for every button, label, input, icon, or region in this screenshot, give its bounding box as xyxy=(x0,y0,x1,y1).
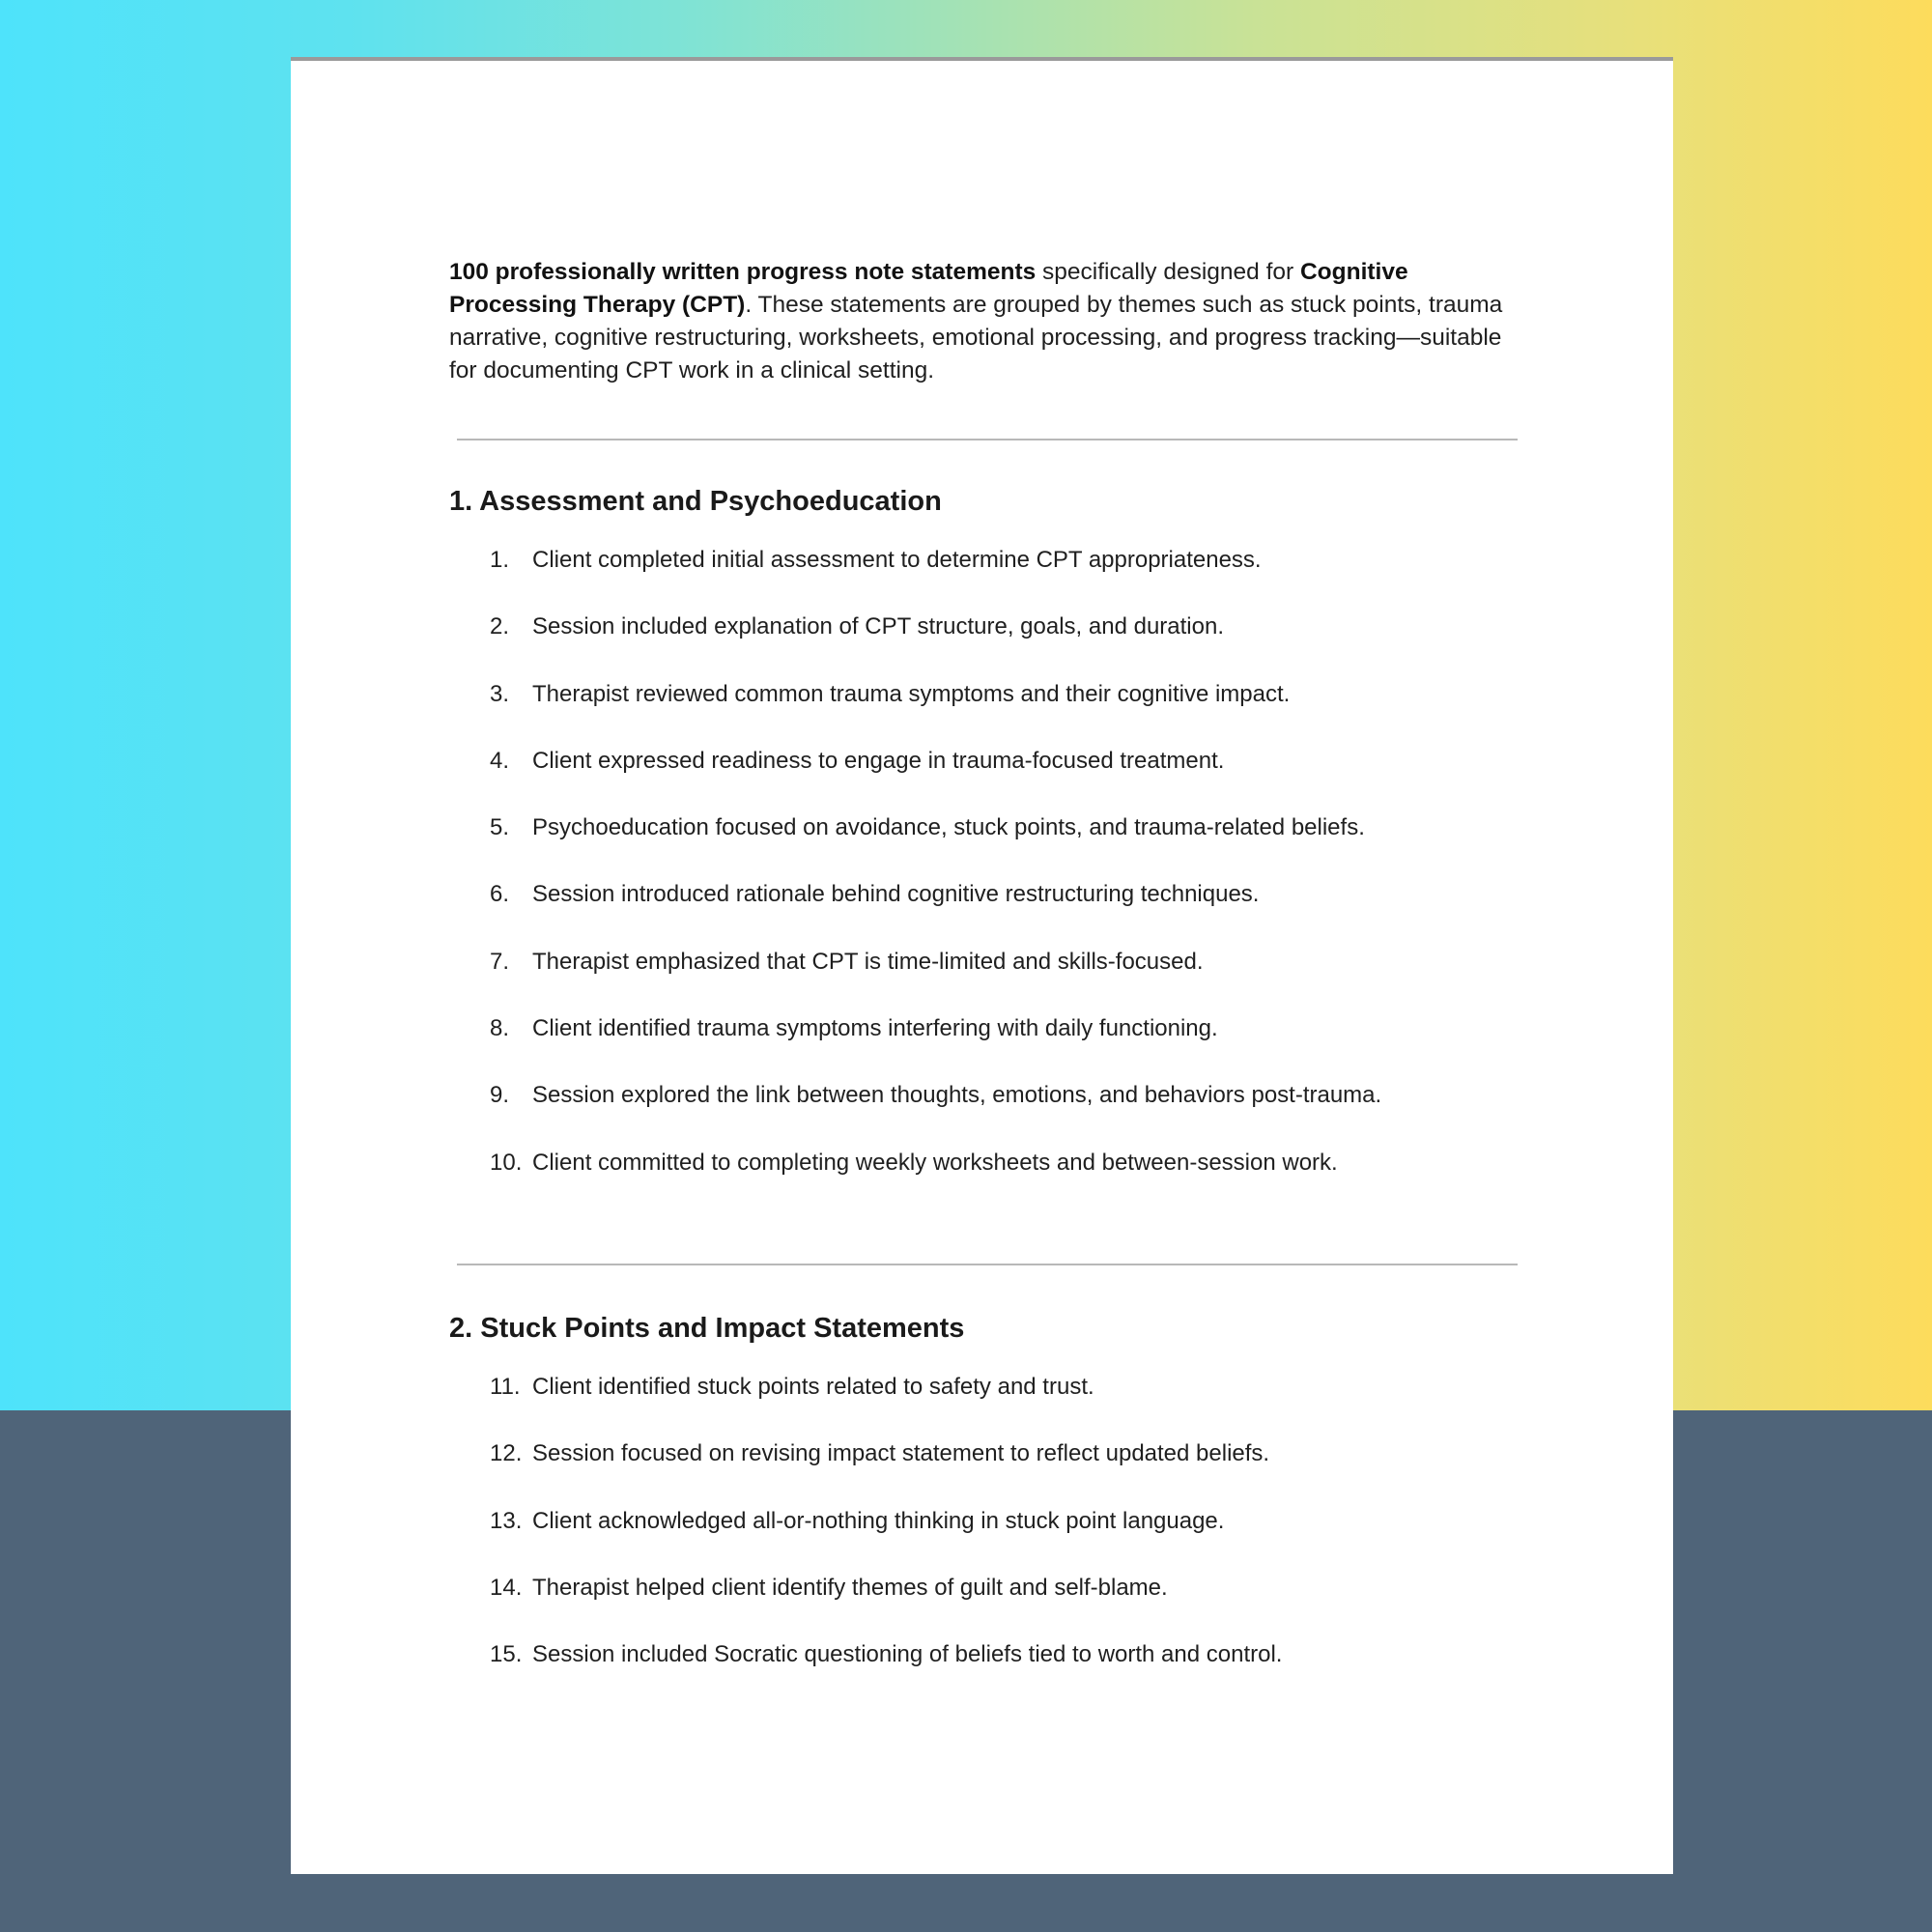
section-divider-2 xyxy=(457,1264,1518,1265)
statement-list-stuck-points xyxy=(490,1373,1282,1707)
item-text: Session explored the link between thoughts, emotions, and behaviors post-trauma. xyxy=(532,1082,1382,1109)
intro-bold-therapy: Cognitive Processing Therapy (CPT) xyxy=(449,259,1408,318)
list-item xyxy=(490,1507,1282,1574)
list-item xyxy=(490,880,1381,947)
list-item xyxy=(490,813,1381,880)
list-item xyxy=(490,1014,1381,1081)
item-number: 12. xyxy=(490,1440,523,1467)
list-item xyxy=(490,1640,1282,1707)
item-number: 5. xyxy=(490,814,510,841)
item-text: Therapist reviewed common trauma symptoms and their cognitive impact. xyxy=(532,680,1291,707)
item-text: Client identified stuck points related to safety and trust. xyxy=(532,1374,1094,1400)
item-text: Psychoeducation focused on avoidance, stuck points, and trauma-related beliefs. xyxy=(532,814,1365,841)
item-number: 10. xyxy=(490,1149,523,1176)
item-number: 2. xyxy=(490,613,510,640)
intro-paragraph xyxy=(449,256,1521,387)
item-number: 4. xyxy=(490,747,510,774)
item-number: 7. xyxy=(490,948,510,975)
item-number: 11. xyxy=(490,1374,521,1400)
list-item xyxy=(490,1149,1381,1215)
item-text: Client completed initial assessment to determine CPT appropriateness. xyxy=(532,547,1262,573)
item-text: Session included explanation of CPT structure, goals, and duration. xyxy=(532,613,1224,640)
item-text: Therapist helped client identify themes of guilt and self-blame. xyxy=(532,1574,1168,1601)
list-item xyxy=(490,948,1381,1014)
item-number: 1. xyxy=(490,547,510,573)
item-text: Therapist emphasized that CPT is time-limited and skills-focused. xyxy=(532,948,1204,975)
list-item xyxy=(490,680,1381,747)
intro-text-1: specifically designed for xyxy=(1036,259,1300,285)
item-text: Client identified trauma symptoms interfering with daily functioning. xyxy=(532,1015,1218,1042)
list-item xyxy=(490,1081,1381,1148)
item-text: Client acknowledged all-or-nothing thinking in stuck point language. xyxy=(532,1507,1225,1534)
item-number: 13. xyxy=(490,1507,523,1534)
list-item xyxy=(490,1439,1282,1506)
item-text: Session included Socratic questioning of beliefs tied to worth and control. xyxy=(532,1641,1283,1668)
document-page xyxy=(291,57,1673,1874)
list-item xyxy=(490,546,1381,612)
intro-bold-count: 100 professionally written progress note statements xyxy=(449,259,1037,285)
section-title-assessment: 1. Assessment and Psychoeducation xyxy=(449,486,942,517)
item-text: Session introduced rationale behind cognitive restructuring techniques. xyxy=(532,881,1260,908)
item-text: Session focused on revising impact statement to reflect updated beliefs. xyxy=(532,1440,1270,1467)
list-item xyxy=(490,1574,1282,1640)
list-item xyxy=(490,747,1381,813)
intro-text-2: . These statements are grouped by themes such as stuck points, trauma narrative, cognitive restructuring, worksheets, emotional processing, and progress tracking—suitable for documenting CPT work in a clinical setting. xyxy=(449,292,1503,384)
list-item xyxy=(490,1373,1282,1439)
item-number: 3. xyxy=(490,680,510,707)
item-number: 14. xyxy=(490,1574,523,1601)
item-number: 9. xyxy=(490,1082,510,1109)
item-number: 6. xyxy=(490,881,510,908)
item-text: Client committed to completing weekly worksheets and between-session work. xyxy=(532,1149,1338,1176)
list-item xyxy=(490,612,1381,679)
item-number: 8. xyxy=(490,1015,510,1042)
section-divider-1 xyxy=(457,439,1518,440)
section-title-stuck-points: 2. Stuck Points and Impact Statements xyxy=(449,1313,965,1344)
item-number: 15. xyxy=(490,1641,523,1668)
statement-list-assessment xyxy=(490,546,1381,1215)
item-text: Client expressed readiness to engage in trauma-focused treatment. xyxy=(532,747,1225,774)
